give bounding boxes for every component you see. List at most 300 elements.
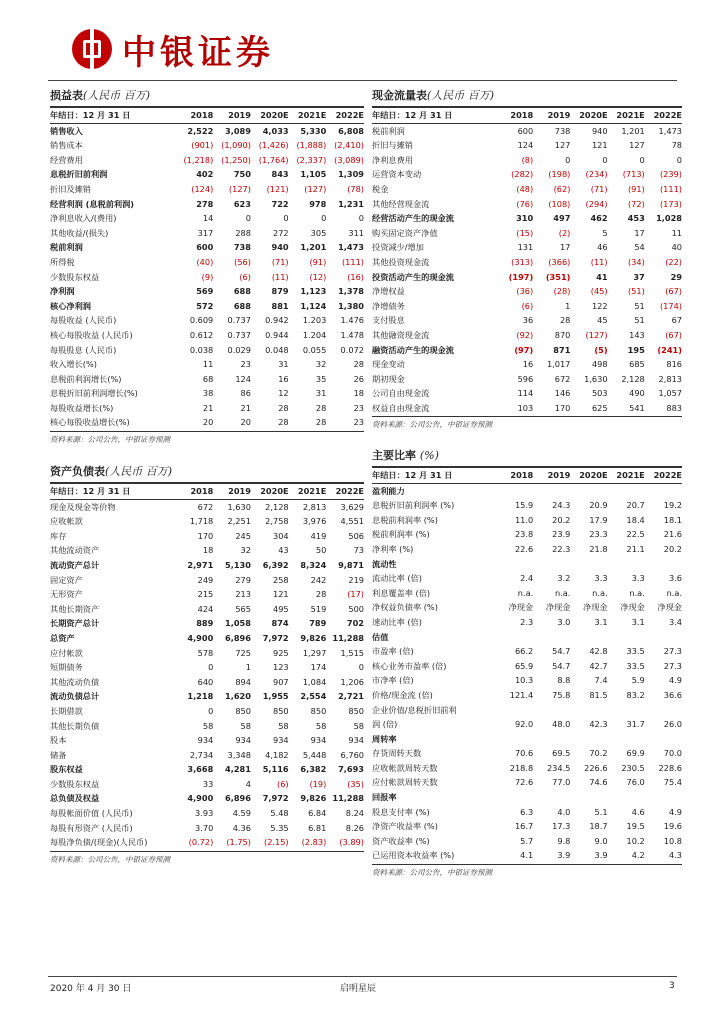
cell-value: 1,201 bbox=[621, 125, 645, 136]
row-label: 流动资产总计 bbox=[50, 559, 100, 570]
cell-value: 5,448 bbox=[302, 749, 327, 760]
cell-value: 738 bbox=[554, 125, 571, 136]
cell-value: 940 bbox=[271, 242, 289, 253]
cell-value: 419 bbox=[310, 530, 327, 541]
cell-value: (92) bbox=[516, 329, 534, 340]
cell-value: 5,330 bbox=[300, 125, 327, 136]
cell-value: 883 bbox=[666, 402, 682, 413]
cell-value: (1,090) bbox=[221, 140, 251, 151]
row-label: 其他投资现金流 bbox=[372, 256, 430, 267]
cell-value: 881 bbox=[271, 300, 289, 311]
cell-value: 1,058 bbox=[225, 618, 251, 629]
row-label: 库存 bbox=[50, 530, 67, 541]
row-label: 净权益负债率 (%) bbox=[372, 602, 438, 613]
cell-value: (5) bbox=[594, 344, 608, 355]
cell-value: 0 bbox=[245, 213, 251, 224]
cell-value: 506 bbox=[348, 530, 364, 541]
table-row bbox=[50, 270, 364, 285]
table-row bbox=[372, 211, 682, 226]
cell-value: 230.5 bbox=[621, 762, 645, 773]
row-label: 其他融资现金流 bbox=[372, 329, 430, 340]
cell-value: 10.2 bbox=[626, 835, 645, 846]
cell-value: 7,693 bbox=[338, 764, 364, 775]
cell-value: 21 bbox=[240, 402, 251, 413]
bank-of-china-logo-icon bbox=[72, 29, 112, 69]
cell-value: 51 bbox=[634, 300, 645, 311]
cell-value: 234.5 bbox=[546, 762, 571, 773]
cell-value: 4,551 bbox=[340, 516, 364, 527]
cell-value: 600 bbox=[517, 125, 534, 136]
column-header-year: 2021E bbox=[297, 110, 327, 120]
cell-value: 14 bbox=[202, 213, 214, 224]
table-row bbox=[372, 386, 682, 401]
row-label: 税前利润率 (%) bbox=[372, 529, 430, 540]
cell-value bbox=[608, 790, 645, 805]
row-label: 销售收入 bbox=[50, 125, 83, 136]
row-label: 长期借款 bbox=[50, 705, 83, 716]
cell-value: 934 bbox=[348, 735, 364, 746]
table-row bbox=[50, 372, 364, 387]
row-label: 息税前利润率 (%) bbox=[372, 514, 438, 525]
cell-value: 572 bbox=[196, 300, 214, 311]
cell-value: 83.2 bbox=[626, 689, 645, 700]
cell-value: 871 bbox=[553, 344, 571, 355]
cell-value: 1,201 bbox=[300, 242, 327, 253]
row-label: 市盈率 (倍) bbox=[372, 646, 414, 657]
table-row bbox=[50, 182, 364, 197]
cell-value bbox=[608, 630, 645, 645]
cell-value: 490 bbox=[629, 388, 645, 399]
cell-value: 4.2 bbox=[631, 850, 645, 861]
row-label: 少数股东权益 bbox=[50, 271, 100, 282]
row-label: 投资减少/增加 bbox=[372, 242, 424, 253]
column-header-year: 2020E bbox=[260, 110, 289, 120]
table-row bbox=[372, 819, 682, 834]
cell-value: 2.3 bbox=[520, 616, 534, 627]
cell-value: 453 bbox=[627, 213, 645, 224]
cell-value bbox=[533, 630, 570, 645]
cell-value: 1,515 bbox=[340, 647, 364, 658]
row-label: 已运用资本收益率 (%) bbox=[372, 850, 455, 861]
table-row bbox=[372, 513, 682, 528]
cell-value: 519 bbox=[310, 603, 327, 614]
cell-value: 2,813 bbox=[302, 501, 327, 512]
cell-value: 22.6 bbox=[514, 543, 534, 554]
cell-value: (127) bbox=[304, 183, 327, 194]
cell-value: 28 bbox=[278, 402, 289, 413]
cell-value: 879 bbox=[271, 286, 289, 297]
cell-value: 27.3 bbox=[663, 660, 682, 671]
cell-value: 21.1 bbox=[626, 543, 645, 554]
table-row bbox=[372, 401, 682, 416]
table-row bbox=[372, 542, 682, 557]
cell-value: 8.24 bbox=[345, 808, 364, 819]
cell-value: n.a. bbox=[592, 587, 608, 598]
cell-value: 2,128 bbox=[621, 373, 645, 384]
cell-value: 17 bbox=[634, 227, 645, 238]
cell-value: 1,378 bbox=[338, 286, 364, 297]
cell-value: 0 bbox=[358, 213, 364, 224]
cell-value: 20 bbox=[240, 417, 251, 428]
balance-body bbox=[50, 499, 364, 850]
cell-value: 8.26 bbox=[345, 822, 364, 833]
cell-value bbox=[533, 557, 570, 572]
balance-title: 资产负债表(人民币 百万) bbox=[50, 464, 364, 484]
cell-value: 3,629 bbox=[340, 501, 364, 512]
column-header-year: 2018 bbox=[510, 110, 534, 120]
cell-value: 3.0 bbox=[557, 616, 571, 627]
table-row bbox=[50, 343, 364, 358]
cell-value: 242 bbox=[310, 574, 327, 585]
cell-value: 54 bbox=[634, 242, 645, 253]
table-row bbox=[50, 167, 364, 182]
cell-value: 3.9 bbox=[594, 850, 608, 861]
cell-value: (22) bbox=[665, 256, 682, 267]
row-label: 无形资产 bbox=[50, 589, 83, 600]
cell-value: 1,017 bbox=[546, 359, 571, 370]
cell-value: 22.3 bbox=[552, 543, 571, 554]
cell-value: 685 bbox=[629, 359, 645, 370]
cell-value: 2,128 bbox=[265, 501, 289, 512]
cell-value: 1,084 bbox=[302, 676, 327, 687]
cell-value: 69.9 bbox=[626, 748, 645, 759]
row-label: 现金变动 bbox=[372, 359, 405, 370]
cell-value: 75.4 bbox=[663, 777, 682, 788]
row-label: 投资活动产生的现金流 bbox=[372, 271, 454, 282]
row-label: 每股股息 (人民币) bbox=[50, 344, 117, 355]
table-row bbox=[372, 343, 682, 358]
row-label: 储备 bbox=[50, 749, 67, 760]
cell-value: 1,630 bbox=[227, 501, 251, 512]
cell-value: 2,721 bbox=[338, 691, 364, 702]
cell-value: 2,522 bbox=[187, 125, 214, 136]
cell-value: 92.0 bbox=[514, 719, 534, 730]
cell-value: 42.7 bbox=[589, 660, 608, 671]
ratio-table bbox=[372, 468, 682, 863]
cell-value: 1,309 bbox=[338, 169, 364, 180]
cell-value bbox=[608, 703, 645, 718]
cell-value: 81.5 bbox=[589, 689, 608, 700]
table-row bbox=[372, 255, 682, 270]
cell-value bbox=[533, 732, 570, 747]
table-row bbox=[50, 240, 364, 255]
cell-value: 1,620 bbox=[225, 691, 251, 702]
cell-value: 41 bbox=[596, 271, 608, 282]
table-row bbox=[50, 529, 364, 544]
table-row bbox=[372, 138, 682, 153]
cell-value: 10.3 bbox=[514, 675, 534, 686]
cell-value: 4.0 bbox=[557, 806, 571, 817]
cell-value: 51 bbox=[634, 315, 645, 326]
row-label: 每股净负债/(现金)(人民币) bbox=[50, 837, 148, 848]
cell-value: (78) bbox=[347, 183, 364, 194]
income-statement bbox=[50, 88, 364, 448]
cell-value: 19.5 bbox=[626, 821, 645, 832]
cell-value: (2,410) bbox=[334, 140, 364, 151]
cell-value: (121) bbox=[266, 183, 289, 194]
cell-value: 5.35 bbox=[270, 822, 289, 833]
row-label: 估值 bbox=[372, 631, 389, 642]
cell-value: 4.6 bbox=[631, 806, 645, 817]
cell-value: 2,758 bbox=[265, 516, 289, 527]
row-label: 股东权益 bbox=[50, 764, 83, 775]
table-row bbox=[372, 761, 682, 776]
table-row bbox=[372, 673, 682, 688]
cell-value: (19) bbox=[309, 778, 327, 789]
cell-value: 6.3 bbox=[520, 806, 534, 817]
row-label: 核心每股收益 (人民币) bbox=[50, 329, 133, 340]
cell-value: 3.1 bbox=[631, 616, 645, 627]
cell-value: 27.3 bbox=[663, 646, 682, 657]
cell-value: (45) bbox=[590, 286, 608, 297]
cell-value bbox=[570, 483, 607, 498]
table-row bbox=[372, 790, 682, 805]
cell-value: 4,900 bbox=[187, 632, 214, 643]
cell-value: 725 bbox=[235, 647, 251, 658]
cell-value: 131 bbox=[517, 242, 534, 253]
cell-value: (2.15) bbox=[264, 837, 289, 848]
cell-value: (1,764) bbox=[258, 154, 289, 165]
table-row bbox=[372, 703, 682, 718]
cell-value: n.a. bbox=[629, 587, 645, 598]
cell-value: 40 bbox=[671, 242, 682, 253]
table-row bbox=[50, 748, 364, 763]
cell-value bbox=[533, 703, 570, 718]
column-header-period: 年结日：12 月 31 日 bbox=[372, 470, 453, 480]
cell-value: (3,089) bbox=[334, 154, 364, 165]
cell-value: 净现金 bbox=[657, 602, 682, 613]
cell-value: 9,826 bbox=[300, 632, 327, 643]
cell-value: (91) bbox=[309, 256, 327, 267]
cell-value: 9.0 bbox=[594, 835, 608, 846]
cell-value: 24.3 bbox=[552, 500, 571, 511]
income-title: 损益表(人民币 百万) bbox=[50, 88, 364, 108]
column-header-year: 2019 bbox=[547, 110, 571, 120]
cell-value: 3,668 bbox=[187, 764, 214, 775]
row-label: 经营利润 (息税前利润) bbox=[50, 198, 135, 209]
cell-value: 16 bbox=[278, 373, 289, 384]
cell-value: (713) bbox=[622, 169, 645, 180]
cell-value: 934 bbox=[310, 735, 327, 746]
cell-value: 68 bbox=[202, 373, 214, 384]
cell-value bbox=[608, 557, 645, 572]
cell-value: 1,028 bbox=[656, 213, 682, 224]
row-label: 税前利润 bbox=[50, 242, 83, 253]
cell-value: 20.9 bbox=[589, 500, 608, 511]
cell-value: n.a. bbox=[666, 587, 682, 598]
cash-header-row bbox=[372, 108, 682, 123]
row-label: 每股有形资产 (人民币) bbox=[50, 822, 133, 833]
cell-value: 22.5 bbox=[626, 529, 645, 540]
cell-value: 625 bbox=[591, 402, 608, 413]
cell-value: 170 bbox=[197, 530, 214, 541]
cell-value: 304 bbox=[272, 530, 289, 541]
cell-value: 45 bbox=[597, 315, 608, 326]
table-row bbox=[50, 255, 364, 270]
row-label: 其他流动资产 bbox=[50, 545, 100, 556]
table-row bbox=[50, 357, 364, 372]
cell-value: 3.2 bbox=[557, 573, 571, 584]
cell-value: 38 bbox=[202, 388, 214, 399]
row-label: 销售成本 bbox=[50, 140, 83, 151]
cell-value: 940 bbox=[591, 125, 608, 136]
cell-value: 1,057 bbox=[658, 388, 682, 399]
table-row bbox=[50, 791, 364, 806]
cell-value: 1,231 bbox=[338, 198, 364, 209]
income-source-note: 资料来源：公司公告，中银证券预测 bbox=[50, 431, 364, 448]
cell-value: 19.2 bbox=[663, 500, 682, 511]
cell-value: 18.7 bbox=[589, 821, 608, 832]
row-label: 企业价值/息税折旧前利 bbox=[372, 704, 457, 715]
cell-value: 738 bbox=[233, 242, 251, 253]
cell-value: 850 bbox=[310, 705, 327, 716]
cell-value: 2,251 bbox=[227, 516, 251, 527]
cell-value: 541 bbox=[629, 402, 645, 413]
balance-source-note: 资料来源：公司公告，中银证券预测 bbox=[50, 851, 364, 868]
cell-value: (34) bbox=[627, 256, 645, 267]
cell-value: (239) bbox=[659, 169, 682, 180]
table-row bbox=[50, 777, 364, 792]
cell-value: 623 bbox=[233, 198, 251, 209]
cell-value: 0 bbox=[283, 213, 289, 224]
cell-value: 3,348 bbox=[227, 749, 251, 760]
balance-sheet bbox=[50, 464, 364, 868]
cell-value: (197) bbox=[508, 271, 534, 282]
brand-name: 中银证券 bbox=[122, 32, 274, 73]
cell-value: (127) bbox=[228, 183, 251, 194]
cell-value: 净现金 bbox=[545, 602, 571, 613]
cell-value: (40) bbox=[196, 256, 214, 267]
cell-value: 11,288 bbox=[332, 632, 364, 643]
row-label: 税前利润 bbox=[372, 125, 405, 136]
cell-value: 816 bbox=[666, 359, 682, 370]
cell-value: 4 bbox=[245, 778, 251, 789]
cell-value: 1.204 bbox=[302, 329, 327, 340]
cell-value: 4.9 bbox=[668, 675, 682, 686]
cell-value: 20 bbox=[202, 417, 214, 428]
cell-value bbox=[570, 557, 607, 572]
cell-value: 219 bbox=[348, 574, 364, 585]
cell-value: 20.7 bbox=[626, 500, 645, 511]
table-row bbox=[50, 514, 364, 529]
cell-value: 9,826 bbox=[300, 793, 327, 804]
cell-value: 18 bbox=[353, 388, 364, 399]
cell-value: 70.0 bbox=[663, 748, 682, 759]
ratio-header-row bbox=[372, 468, 682, 483]
row-label: 每股收益增长(%) bbox=[50, 402, 114, 413]
cell-value: 32 bbox=[240, 545, 251, 556]
cell-value: 578 bbox=[197, 647, 214, 658]
cell-value: 124 bbox=[517, 140, 534, 151]
cell-value: (91) bbox=[627, 183, 645, 194]
ratio-body bbox=[372, 483, 682, 863]
cell-value: (234) bbox=[585, 169, 608, 180]
cell-value: (67) bbox=[665, 286, 682, 297]
cell-value: (108) bbox=[548, 198, 571, 209]
cell-value: 77.0 bbox=[552, 777, 571, 788]
cell-value: 249 bbox=[197, 574, 214, 585]
row-label: 周转率 bbox=[372, 733, 397, 744]
cell-value: 23.3 bbox=[589, 529, 608, 540]
cell-value: (111) bbox=[659, 183, 682, 194]
cell-value: 934 bbox=[235, 735, 251, 746]
column-header-period: 年结日：12 月 31 日 bbox=[50, 486, 131, 496]
cell-value: 5 bbox=[602, 227, 608, 238]
row-label: 核心业务市盈率 (倍) bbox=[372, 660, 447, 671]
cell-value: (241) bbox=[657, 344, 682, 355]
cell-value: (1,426) bbox=[258, 140, 289, 151]
cell-value: 78 bbox=[671, 140, 682, 151]
footer-divider bbox=[48, 976, 677, 977]
table-row bbox=[372, 732, 682, 747]
column-header-year: 2019 bbox=[228, 486, 251, 496]
row-label: 股息支付率 (%) bbox=[372, 806, 430, 817]
cell-value: 5.9 bbox=[631, 675, 645, 686]
cell-value: 17.9 bbox=[589, 514, 608, 525]
cell-value: 28 bbox=[353, 359, 364, 370]
cell-value: 1.203 bbox=[302, 315, 327, 326]
row-label: 现金及现金等价物 bbox=[50, 501, 116, 512]
cell-value: 596 bbox=[517, 373, 534, 384]
row-label: 净利息收入/(费用) bbox=[50, 213, 117, 224]
cell-value: 23.8 bbox=[514, 529, 534, 540]
cell-value: 6,760 bbox=[340, 749, 364, 760]
cell-value: 1.476 bbox=[340, 315, 364, 326]
cell-value: 10.8 bbox=[663, 835, 682, 846]
cell-value: 33.5 bbox=[626, 660, 645, 671]
row-label: 所得税 bbox=[50, 256, 75, 267]
row-label: 核心每股收益增长(%) bbox=[50, 417, 130, 428]
cell-value: 86 bbox=[240, 388, 251, 399]
cell-value: 0 bbox=[208, 705, 214, 716]
cell-value: 0 bbox=[565, 154, 571, 165]
cell-value: (2) bbox=[558, 227, 571, 238]
cell-value: 7.4 bbox=[594, 675, 608, 686]
cell-value: 2,971 bbox=[187, 559, 214, 570]
footer-date: 2020 年 4 月 30 日 bbox=[50, 984, 132, 994]
cell-value: 15.9 bbox=[514, 500, 534, 511]
cell-value: 500 bbox=[348, 603, 364, 614]
cell-value: 70.2 bbox=[589, 748, 608, 759]
cell-value: (72) bbox=[627, 198, 645, 209]
cell-value: 6,896 bbox=[225, 632, 251, 643]
cell-value bbox=[496, 483, 533, 498]
table-row bbox=[372, 557, 682, 572]
cell-value: 1.478 bbox=[340, 329, 364, 340]
row-label: 息税折旧前利润增长(%) bbox=[50, 388, 138, 399]
cell-value: 净现金 bbox=[620, 602, 645, 613]
table-row bbox=[372, 717, 682, 732]
cell-value: 8,324 bbox=[300, 559, 327, 570]
table-row bbox=[372, 746, 682, 761]
cell-value: 1,630 bbox=[584, 373, 608, 384]
table-row bbox=[50, 499, 364, 514]
cell-value: 462 bbox=[590, 213, 608, 224]
cell-value: 26 bbox=[353, 373, 364, 384]
column-header-year: 2021E bbox=[297, 486, 327, 496]
cell-value: (1,218) bbox=[183, 154, 214, 165]
cell-value: 66.2 bbox=[514, 646, 534, 657]
row-label: 税金 bbox=[372, 183, 389, 194]
cell-value: 0 bbox=[602, 154, 608, 165]
income-header-row bbox=[50, 108, 364, 123]
row-label: 购买固定资产净值 bbox=[372, 227, 438, 238]
row-label: 回报率 bbox=[372, 792, 397, 803]
cell-value: 65.9 bbox=[514, 660, 534, 671]
table-row bbox=[50, 689, 364, 704]
cell-value: 28 bbox=[315, 402, 327, 413]
cell-value: (71) bbox=[590, 183, 608, 194]
